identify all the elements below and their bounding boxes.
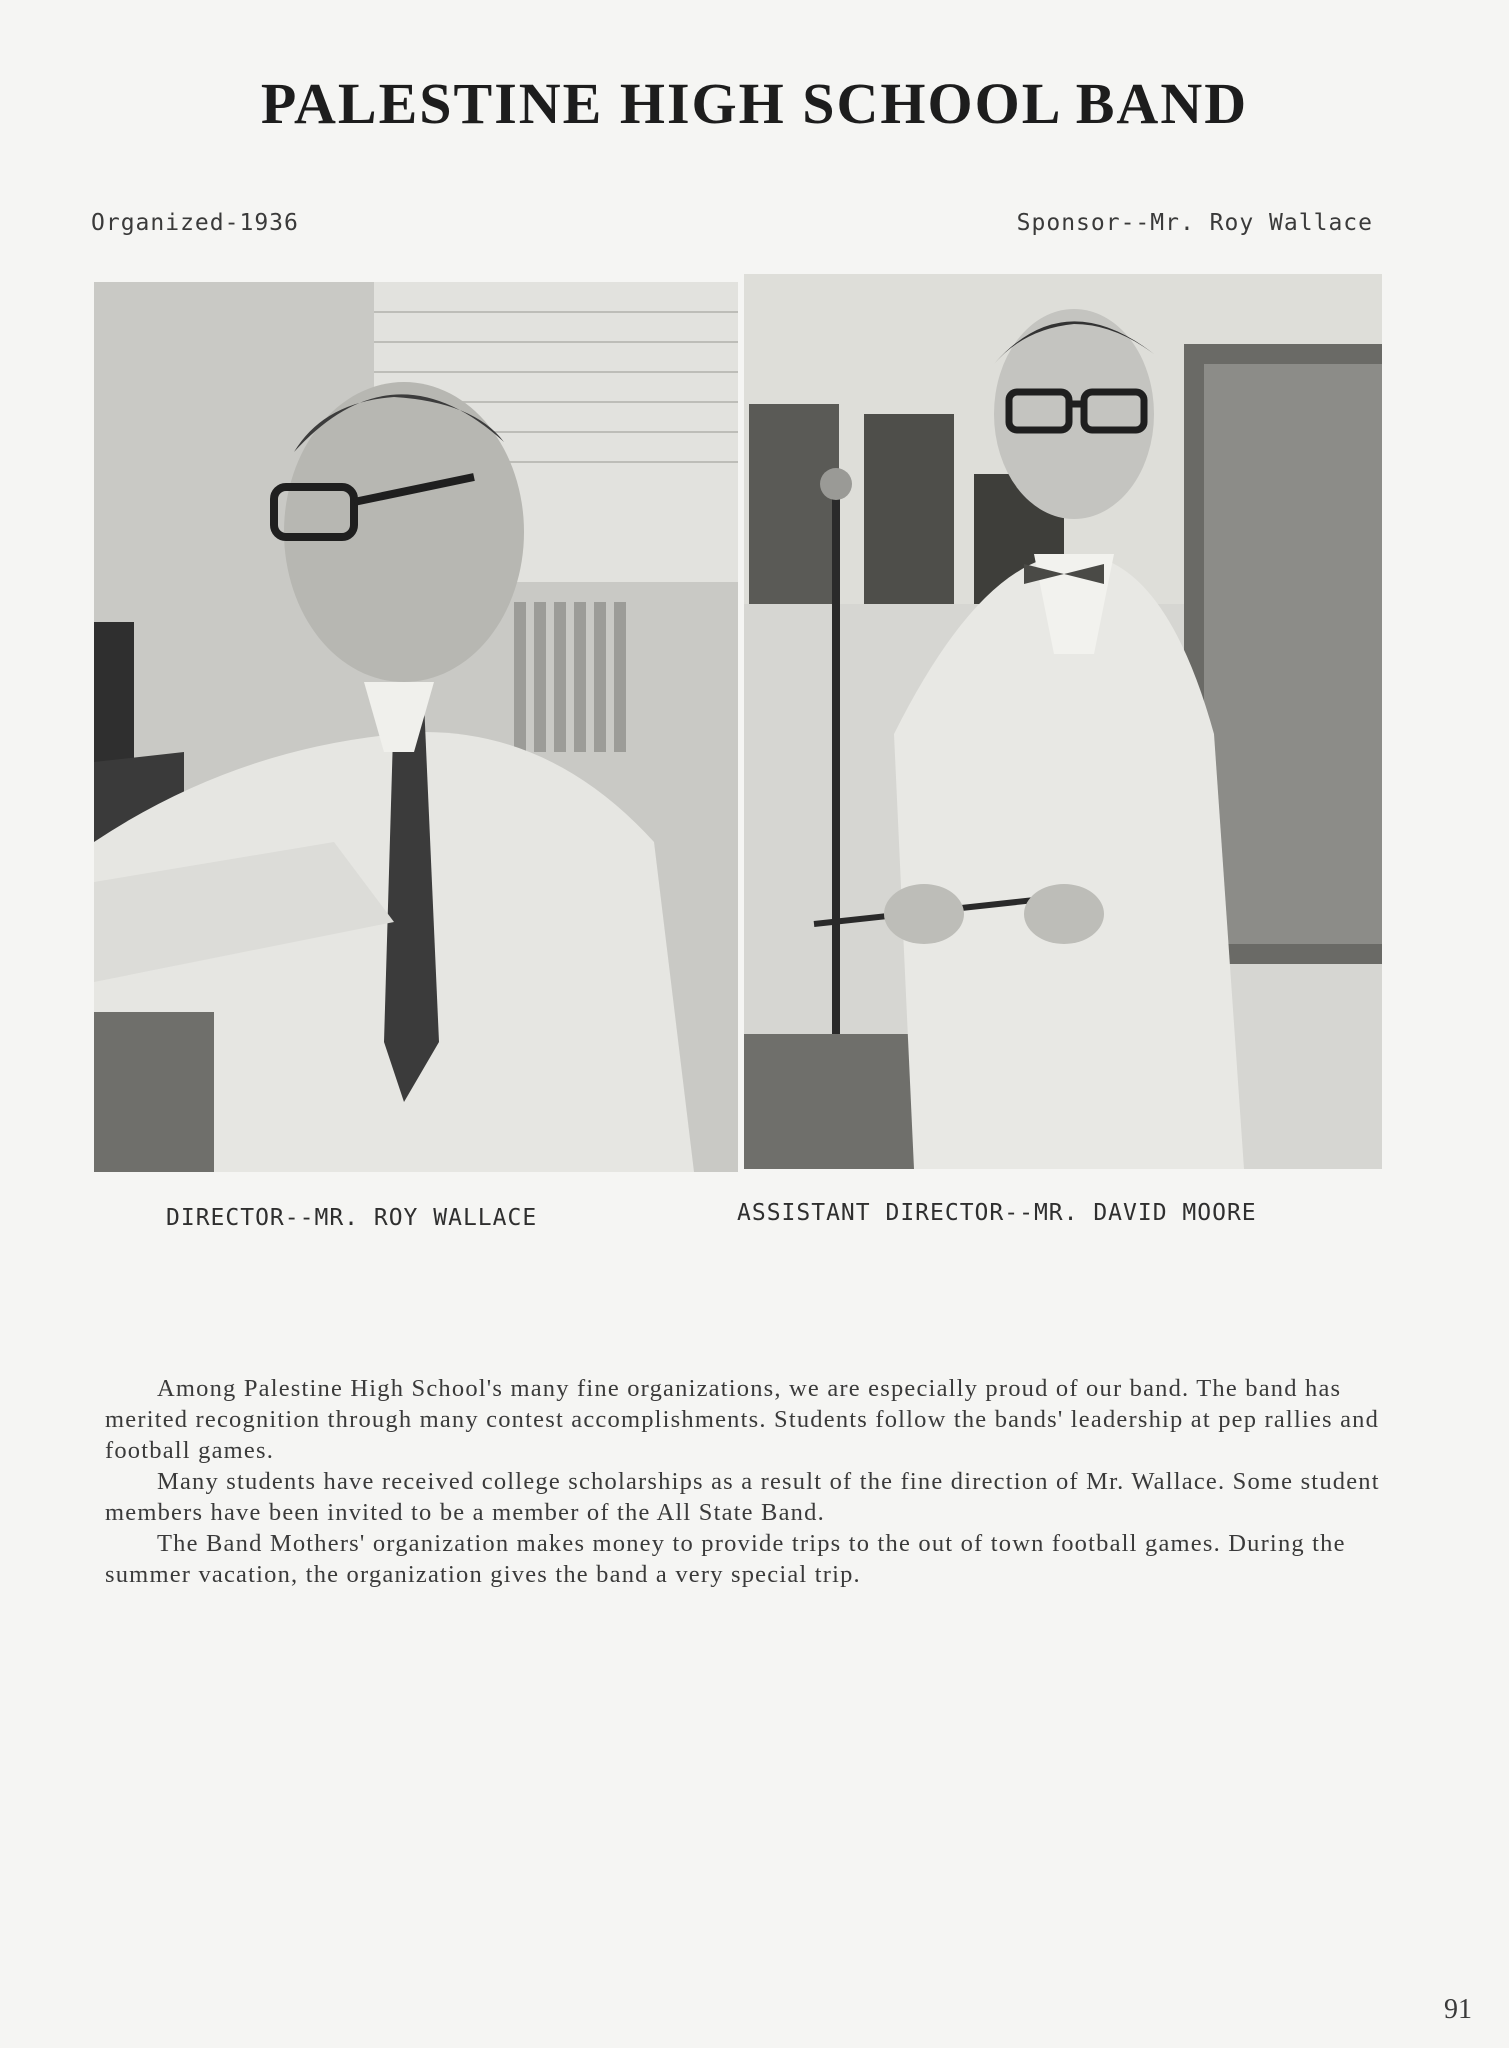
organized-year: Organized-1936 bbox=[91, 210, 299, 236]
sponsor-line: Sponsor--Mr. Roy Wallace bbox=[1016, 210, 1373, 236]
assistant-director-photo bbox=[744, 274, 1382, 1169]
paragraph-2: Many students have received college scholarships as a result of the fine direction of Mr. Wallace. Some student members have been invited to be a member of the All State Band. bbox=[105, 1468, 1380, 1526]
band-description bbox=[105, 1373, 1385, 1590]
director-photo bbox=[94, 282, 738, 1172]
paragraph-1: Among Palestine High School's many fine organizations, we are especially proud of our band. The band has merited recognition through many contest accomplishments. Students follow the bands' leadership at pep rallies and football games. bbox=[105, 1375, 1380, 1464]
director-caption: DIRECTOR--MR. ROY WALLACE bbox=[166, 1205, 538, 1231]
paragraph-3: The Band Mothers' organization makes money to provide trips to the out of town football games. During the summer vacation, the organization gives the band a very special trip. bbox=[105, 1530, 1346, 1588]
page-title: PALESTINE HIGH SCHOOL BAND bbox=[260, 71, 1249, 136]
director-photo-image bbox=[94, 282, 738, 1172]
assistant-director-caption: ASSISTANT DIRECTOR--MR. DAVID MOORE bbox=[737, 1200, 1257, 1226]
assistant-director-photo-image bbox=[744, 274, 1382, 1169]
page-number: 91 bbox=[1444, 1994, 1472, 2025]
